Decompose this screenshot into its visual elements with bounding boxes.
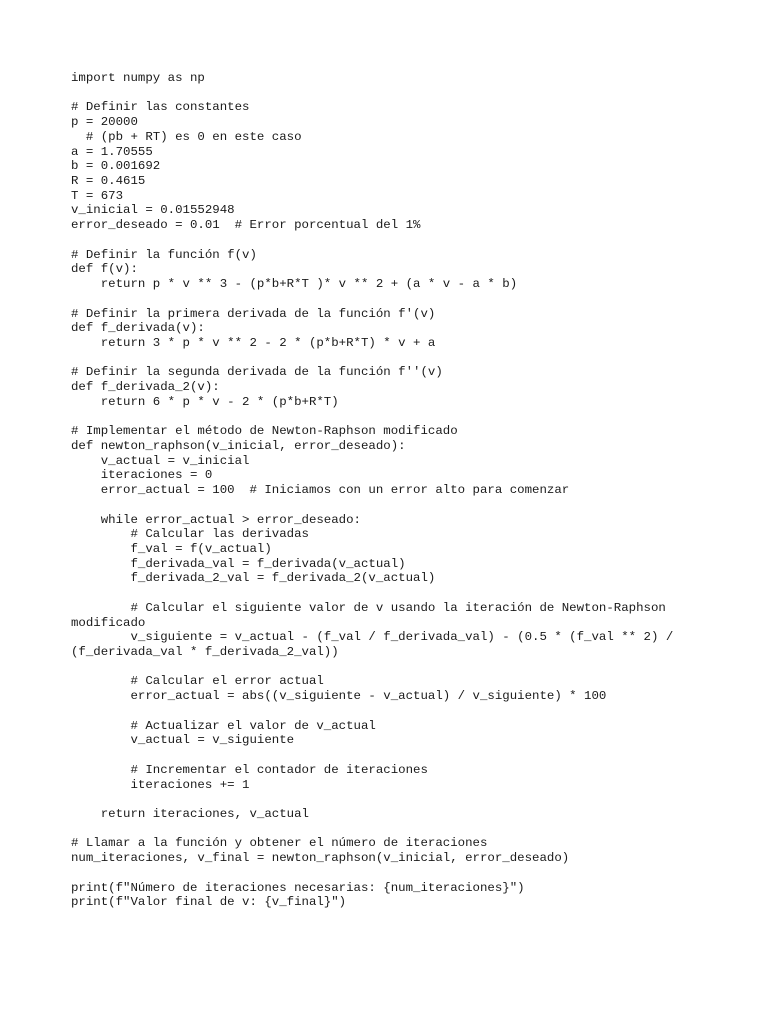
code-line: v_siguiente = v_actual - (f_val / f_derivada_val) - (0.5 * (f_val ** 2) / xyxy=(71,630,674,645)
code-line xyxy=(71,792,711,807)
code-line: # Implementar el método de Newton-Raphson modificado xyxy=(71,424,458,439)
code-line: # Definir las constantes xyxy=(71,100,250,115)
code-line: num_iteraciones, v_final = newton_raphson(v_inicial, error_deseado) xyxy=(71,851,570,866)
code-line: b = 0.001692 xyxy=(71,159,161,174)
code-line: print(f"Número de iteraciones necesarias: {num_iteraciones}") xyxy=(71,880,525,895)
code-line: # Llamar a la función y obtener el número de iteraciones xyxy=(71,836,488,851)
code-line: # Actualizar el valor de v_actual xyxy=(71,718,376,733)
code-line: f_derivada_val = f_derivada(v_actual) xyxy=(71,556,406,571)
code-line xyxy=(71,748,711,763)
code-line: def f_derivada(v): xyxy=(71,321,205,336)
code-line: return p * v ** 3 - (p*b+R*T )* v ** 2 + (a * v - a * b) xyxy=(71,277,518,292)
code-line: (f_derivada_val * f_derivada_2_val)) xyxy=(71,645,339,660)
code-line: def f_derivada_2(v): xyxy=(71,380,220,395)
code-line: def f(v): xyxy=(71,262,138,277)
code-line: # Definir la función f(v) xyxy=(71,247,257,262)
code-line: error_actual = 100 # Iniciamos con un error alto para comenzar xyxy=(71,483,570,498)
code-line: return iteraciones, v_actual xyxy=(71,806,309,821)
code-line xyxy=(71,233,711,248)
code-line: # Calcular las derivadas xyxy=(71,527,309,542)
code-line: a = 1.70555 xyxy=(71,144,153,159)
code-line: T = 673 xyxy=(71,188,124,203)
code-line: # Calcular el siguiente valor de v usando la iteración de Newton-Raphson xyxy=(71,600,666,615)
code-line xyxy=(71,704,711,719)
code-line: while error_actual > error_deseado: xyxy=(71,512,361,527)
code-line: v_actual = v_inicial xyxy=(71,453,250,468)
code-line: v_actual = v_siguiente xyxy=(71,733,295,748)
code-line: f_val = f(v_actual) xyxy=(71,542,272,556)
code-line xyxy=(71,351,711,366)
code-line: def newton_raphson(v_inicial, error_deseado): xyxy=(71,438,406,453)
code-line: error_deseado = 0.01 # Error porcentual del 1% xyxy=(71,218,421,233)
code-line xyxy=(71,292,711,307)
code-line: # (pb + RT) es 0 en este caso xyxy=(71,129,302,144)
code-line xyxy=(71,822,711,837)
code-line: return 3 * p * v ** 2 - 2 * (p*b+R*T) * v + a xyxy=(71,335,436,350)
code-listing xyxy=(71,71,711,910)
code-line: # Definir la segunda derivada de la función f''(v) xyxy=(71,365,443,380)
code-line: import numpy as np xyxy=(71,71,205,85)
code-line: iteraciones = 0 xyxy=(71,468,213,483)
code-line: R = 0.4615 xyxy=(71,174,146,189)
code-line: # Incrementar el contador de iteraciones xyxy=(71,762,428,777)
code-line: v_inicial = 0.01552948 xyxy=(71,203,235,218)
code-line: iteraciones += 1 xyxy=(71,777,250,792)
code-line: return 6 * p * v - 2 * (p*b+R*T) xyxy=(71,394,339,409)
code-line xyxy=(71,866,711,881)
code-line xyxy=(71,498,711,513)
code-line xyxy=(71,586,711,601)
code-line xyxy=(71,86,711,101)
code-line: f_derivada_2_val = f_derivada_2(v_actual) xyxy=(71,571,436,586)
code-line xyxy=(71,410,711,425)
code-line: error_actual = abs((v_siguiente - v_actual) / v_siguiente) * 100 xyxy=(71,689,607,704)
code-line: # Calcular el error actual xyxy=(71,674,324,689)
code-line: p = 20000 xyxy=(71,115,138,130)
code-line xyxy=(71,660,711,675)
code-line: # Definir la primera derivada de la función f'(v) xyxy=(71,306,436,321)
code-line: print(f"Valor final de v: {v_final}") xyxy=(71,895,347,910)
code-line: modificado xyxy=(71,615,146,630)
